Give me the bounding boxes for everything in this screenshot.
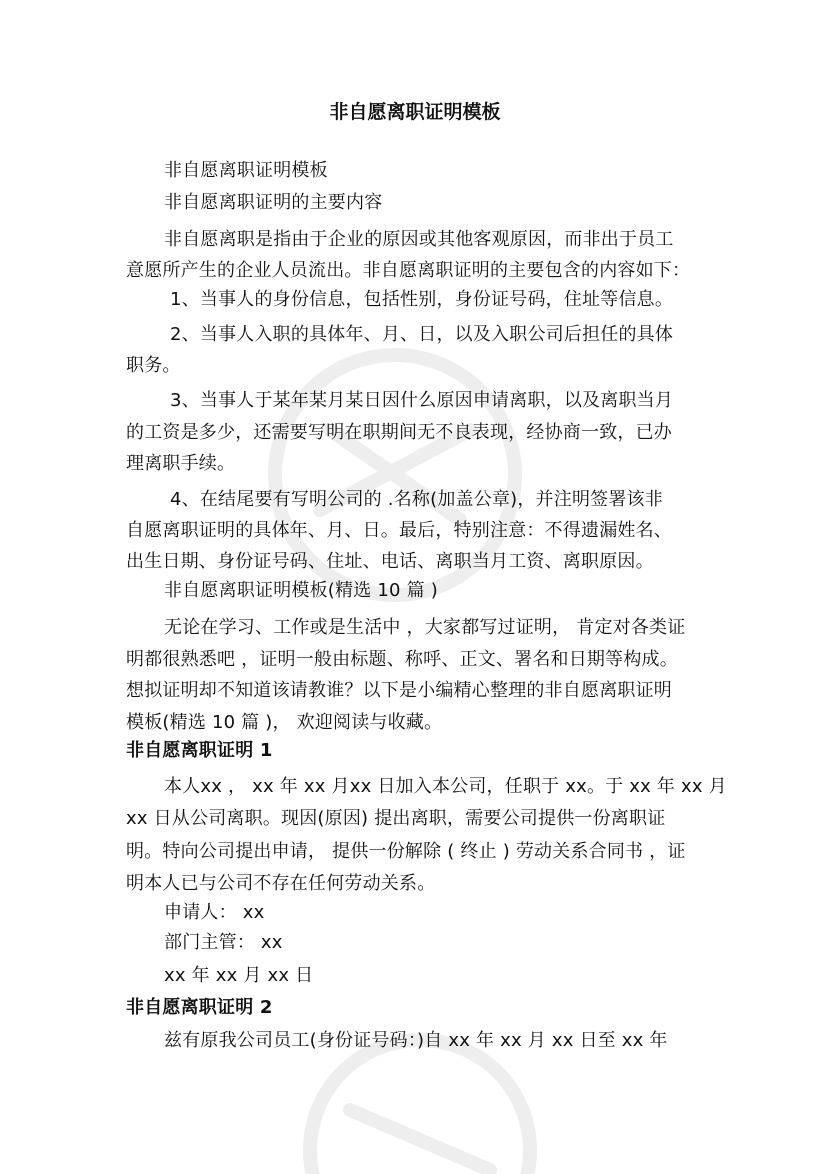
doc-line-17: 想拟证明却不知道该请教谁？以下是小编精心整理的非自愿离职证明 bbox=[126, 680, 672, 701]
doc-line-8: 3、当事人于某年某月某日因什么原因申请离职，以及离职当月 bbox=[170, 390, 674, 411]
date-line: xx 年 xx 月 xx 日 bbox=[164, 965, 314, 986]
doc-line-5: 1、当事人的身份信息，包括性别，身份证号码，住址等信息。 bbox=[170, 289, 674, 310]
doc-line-11: 4、在结尾要有写明公司的 .名称(加盖公章)，并注明签署该非 bbox=[170, 489, 663, 510]
section-heading-1: 非自愿离职证明 1 bbox=[126, 740, 273, 761]
doc-line-16: 明都很熟悉吧 ，证明一般由标题、称呼、正文、署名和日期等构成。 bbox=[126, 649, 678, 670]
doc-line-13: 出生日期、身份证号码、住址、电话、离职当月工资、离职原因。 bbox=[126, 551, 654, 572]
doc-line-9: 的工资是多少，还需要写明在职期间无不良表现，经协商一致，已办 bbox=[126, 422, 672, 443]
doc-line-20: 本人xx ， xx 年 xx 月xx 日加入本公司，任职于 xx。于 xx 年 xx 月 bbox=[164, 776, 727, 797]
doc-line-23: 明本人已与公司不存在任何劳动关系。 bbox=[126, 873, 436, 894]
doc-line-14: 非自愿离职证明模板(精选 10 篇 ) bbox=[164, 580, 438, 601]
doc-line-4: 意愿所产生的企业人员流出。非自愿离职证明的主要包含的内容如下： bbox=[126, 260, 691, 281]
page-title: 非自愿离职证明模板 bbox=[329, 101, 501, 123]
applicant-line: 申请人： xx bbox=[164, 902, 265, 923]
doc-line-15: 无论在学习、工作或是生活中 ，大家都写过证明， 肯定对各类证 bbox=[164, 617, 686, 638]
section-heading-2: 非自愿离职证明 2 bbox=[126, 997, 273, 1018]
doc-line-12: 自愿离职证明的具体年、月、日。最后，特别注意：不得遗漏姓名、 bbox=[126, 520, 672, 541]
doc-line-6: 2、当事人入职的具体年、月、日，以及入职公司后担任的具体 bbox=[170, 324, 674, 345]
supervisor-line: 部门主管： xx bbox=[164, 932, 283, 953]
doc-line-22: 明。特向公司提出申请， 提供一份解除 ( 终止 ) 劳动关系合同书 ，证 bbox=[126, 841, 686, 862]
doc-line-10: 理离职手续。 bbox=[126, 453, 236, 474]
doc-line-7: 职务。 bbox=[126, 355, 181, 376]
doc-line-2: 非自愿离职证明的主要内容 bbox=[164, 192, 383, 213]
doc-line-18: 模板(精选 10 篇 )， 欢迎阅读与收藏。 bbox=[126, 712, 443, 733]
doc-line-3: 非自愿离职是指由于企业的原因或其他客观原因，而非出于员工 bbox=[164, 229, 674, 250]
doc-line-1: 非自愿离职证明模板 bbox=[164, 160, 328, 181]
doc-line-21: xx 日从公司离职。现因(原因) 提出离职，需要公司提供一份离职证 bbox=[126, 808, 666, 829]
doc-line-28: 兹有原我公司员工(身份证号码：)自 xx 年 xx 月 xx 日至 xx 年 bbox=[164, 1030, 668, 1051]
